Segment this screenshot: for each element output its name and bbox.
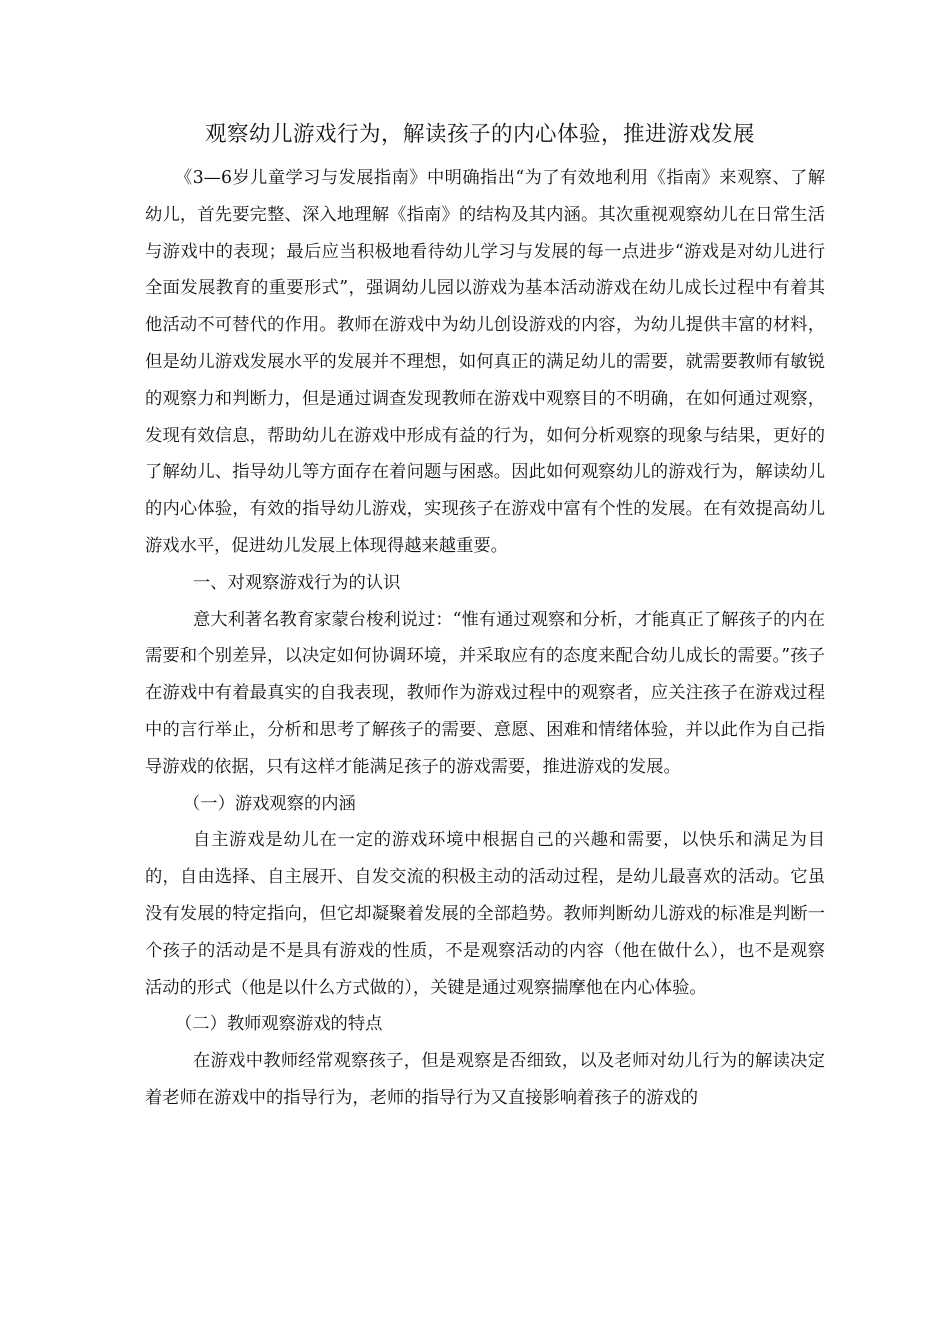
subsection-heading-2: （二）教师观察游戏的特点 (175, 1014, 383, 1035)
document-body (145, 160, 825, 1117)
section-heading-1: 一、对观察游戏行为的认识 (193, 572, 401, 593)
montessori-paragraph: 意大利著名教育家蒙台梭利说过：“惟有通过观察和分析，才能真正了解孩子的内在需要和个别差异，以决定如何协调环境，并采取应有的态度来配合幼儿成长的需要。”孩子在游戏中有着最真实的自我表现，教师作为游戏过程中的观察者，应关注孩子在游戏过程中的言行举止，分析和思考了解孩子的需要、意愿、困难和情绪体验，并以此作为自己指导游戏的依据，只有这样才能满足孩子的游戏需要，推进游戏的发展。 (145, 609, 825, 777)
intro-paragraph: 《3—6岁儿童学习与发展指南》中明确指出“为了有效地利用《指南》来观察、了解幼儿，首先要完整、深入地理解《指南》的结构及其内涵。其次重视观察幼儿在日常生活与游戏中的表现；最后应当积极地看待幼儿学习与发展的每一点进步“游戏是对幼儿进行全面发展教育的重要形式”，强调幼儿园以游戏为基本活动游戏在幼儿成长过程中有着其他活动不可替代的作用。教师在游戏中为幼儿创设游戏的内容，为幼儿提供丰富的材料，但是幼儿游戏发展水平的发展并不理想，如何真正的满足幼儿的需要，就需要教师有敏锐的观察力和判断力，但是通过调查发现教师在游戏中观察目的不明确，在如何通过观察，发现有效信息，帮助幼儿在游戏中形成有益的行为，如何分析观察的现象与结果，更好的了解幼儿、指导幼儿等方面存在着问题与困惑。因此如何观察幼儿的游戏行为，解读幼儿的内心体验，有效的指导幼儿游戏，实现孩子在游戏中富有个性的发展。在有效提高幼儿游戏水平，促进幼儿发展上体现得越来越重要。 (145, 168, 825, 556)
subsection-heading-1: （一）游戏观察的内涵 (183, 793, 356, 814)
teacher-observation-paragraph: 在游戏中教师经常观察孩子，但是观察是否细致，以及老师对幼儿行为的解读决定着老师在游戏中的指导行为，老师的指导行为又直接影响着孩子的游戏的 (145, 1051, 825, 1108)
document-title: 观察幼儿游戏行为，解读孩子的内心体验，推进游戏发展 (204, 122, 755, 147)
game-observation-paragraph: 自主游戏是幼儿在一定的游戏环境中根据自己的兴趣和需要，以快乐和满足为目的，自由选择、自主展开、自发交流的积极主动的活动过程，是幼儿最喜欢的活动。它虽没有发展的特定指向，但它却凝聚着发展的全部趋势。教师判断幼儿游戏的标准是判断一个孩子的活动是不是具有游戏的性质，不是观察活动的内容（他在做什么），也不是观察活动的形式（他是以什么方式做的），关键是通过观察揣摩他在内心体验。 (145, 830, 825, 998)
